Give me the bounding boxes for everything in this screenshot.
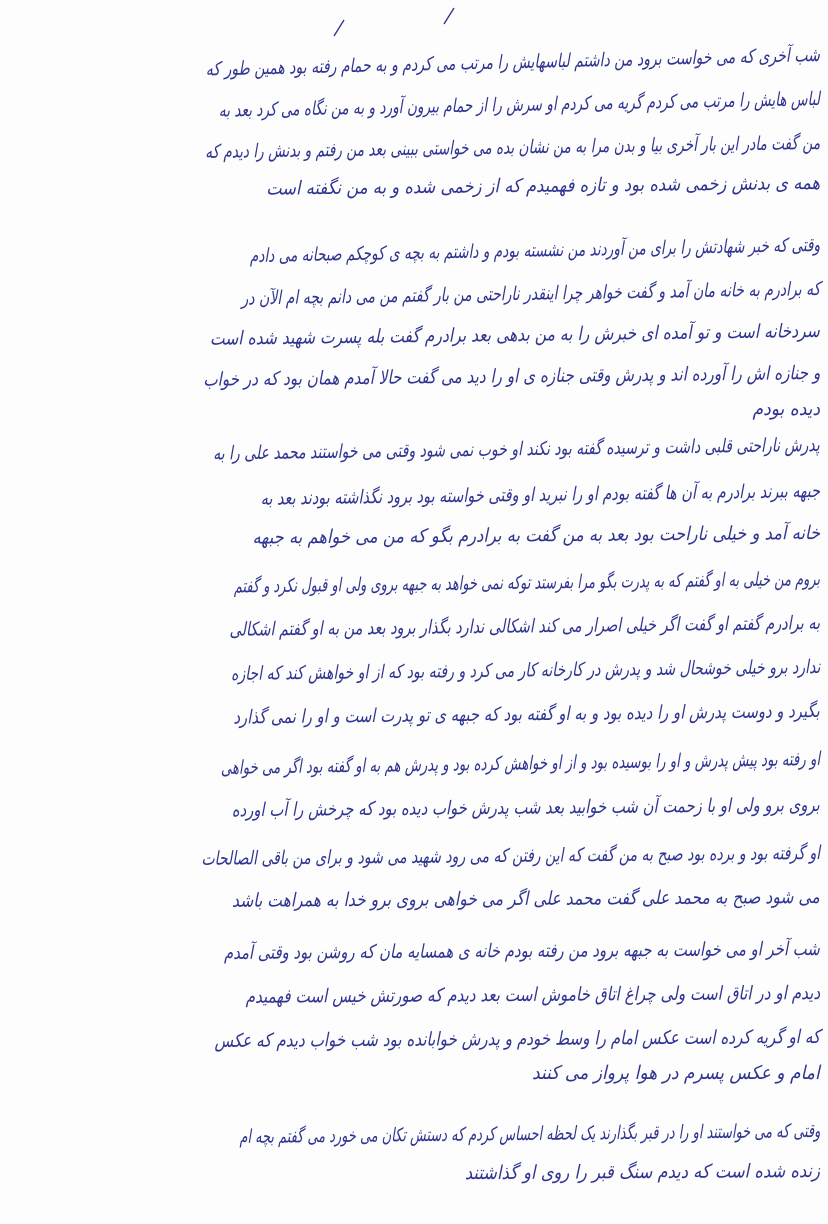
text-line: شب آخری که می خواست برود من داشتم لباسهایش را مرتب می کردم و به حمام رفته بود همین طور که bbox=[205, 44, 821, 81]
text-line: به برادرم گفتم او گفت اگر خیلی اصرار می کند اشکالی ندارد بگذار برود بعد من به او گفتم اشکالی bbox=[229, 612, 821, 641]
pen-tick-mark bbox=[330, 18, 350, 38]
text-line: زنده شده است که دیدم سنگ قبر را روی او گذاشتند bbox=[464, 1160, 821, 1185]
text-line: من گفت مادر این بار آخری بیا و بدن مرا به من نشان بده می خواستی ببینی بعد من رفتم و بدنش را دیدم که bbox=[204, 132, 821, 163]
text-line: او گرفته بود و برده بود صبح به من گفت که این رفتن که می رود شهید می شود و برای من باقی الصالحات bbox=[201, 842, 821, 870]
text-line: بگیرد و دوست پدرش او را دیده بود و به او گفته بود که جبهه ی تو پدرت است و او را نمی گذارد bbox=[233, 700, 821, 729]
text-line: دیدم او در اتاق است ولی چراغ اتاق خاموش است بعد دیدم که صورتش خیس است فهمیدم bbox=[245, 982, 821, 1008]
text-line: دیده بودم bbox=[752, 398, 820, 420]
text-line: سردخانه است و تو آمده ای خبرش را به من بدهی بعد برادرم گفت بله پسرت شهید شده است bbox=[210, 320, 821, 350]
text-line: که او گریه کرده است عکس امام را وسط خودم و پدرش خوابانده بود شب خواب دیدم که عکس bbox=[214, 1026, 821, 1052]
text-line: بروی برو ولی او با زحمت آن شب خوابید بعد شب پدرش خواب دیده بود که چرخش را آب اورده bbox=[232, 794, 821, 822]
text-line: جبهه ببرند برادرم به آن ها گفته بودم او را نبرید او وقتی خواسته بود برود نگذاشته بودند بعد به bbox=[260, 480, 821, 510]
text-line: پدرش ناراحتی قلبی داشت و ترسیده گفته بود نکند او خوب نمی شود وقتی می خواستند محمد علی را به bbox=[213, 434, 821, 465]
text-line: همه ی بدنش زخمی شده بود و تازه فهمیدم که از زخمی شده و به من نگفته است bbox=[266, 172, 821, 200]
text-line: وقتی که می خواستند او را در قبر بگذارند یک لحظه احساس کردم که دستش تکان می خورد می گفتم بچه ام bbox=[238, 1120, 821, 1148]
text-line: امام و عکس پسرم در هوا پرواز می کنند bbox=[532, 1062, 820, 1084]
text-line: بروم من خیلی به او گفتم که به پدرت بگو مرا بفرستد توکه نمی خواهد به جبهه بروی ولی او قبول نکرد و گفتم bbox=[233, 568, 821, 598]
text-line: وقتی که خبر شهادتش را برای من آوردند من نشسته بودم و داشتم به بچه ی کوچکم صبحانه می دادم bbox=[249, 234, 821, 268]
pen-tick-mark bbox=[440, 6, 460, 26]
text-line: شب آخر او می خواست به جبهه برود من رفته بودم خانه ی همسایه مان که روشن بود وقتی آمدم bbox=[224, 938, 821, 964]
text-line: ندارد برو خیلی خوشحال شد و پدرش در کارخانه کار می کرد و رفته بود که از او خواهش کند که اجازه bbox=[230, 656, 821, 685]
text-line: لباس هایش را مرتب می کردم گریه می کردم او سرش را از حمام بیرون آورد و به من نگاه می کرد بعد به bbox=[218, 88, 821, 122]
text-line: می شود صبح به محمد علی گفت محمد علی اگر می خواهی بروی برو خدا به همراهت باشد bbox=[232, 886, 821, 912]
text-line: خانه آمد و خیلی ناراحت بود بعد به من گفت به برادرم بگو که من می خواهم به جبهه bbox=[252, 522, 821, 549]
text-line: او رفته بود پیش پدرش و او را بوسیده بود و از او خواهش کرده بود و پدرش هم به او گفته بود اگر می خواهی bbox=[220, 748, 821, 779]
text-line: که برادرم به خانه مان آمد و گفت خواهر چرا اینقدر ناراحتی من بار گفتم من می دانم بچه ام الآن در bbox=[241, 278, 821, 310]
text-line: و جنازه اش را آورده اند و پدرش وقتی جنازه ی او را دید می گفت حالا آمدم همان بود که در خواب bbox=[202, 362, 821, 391]
